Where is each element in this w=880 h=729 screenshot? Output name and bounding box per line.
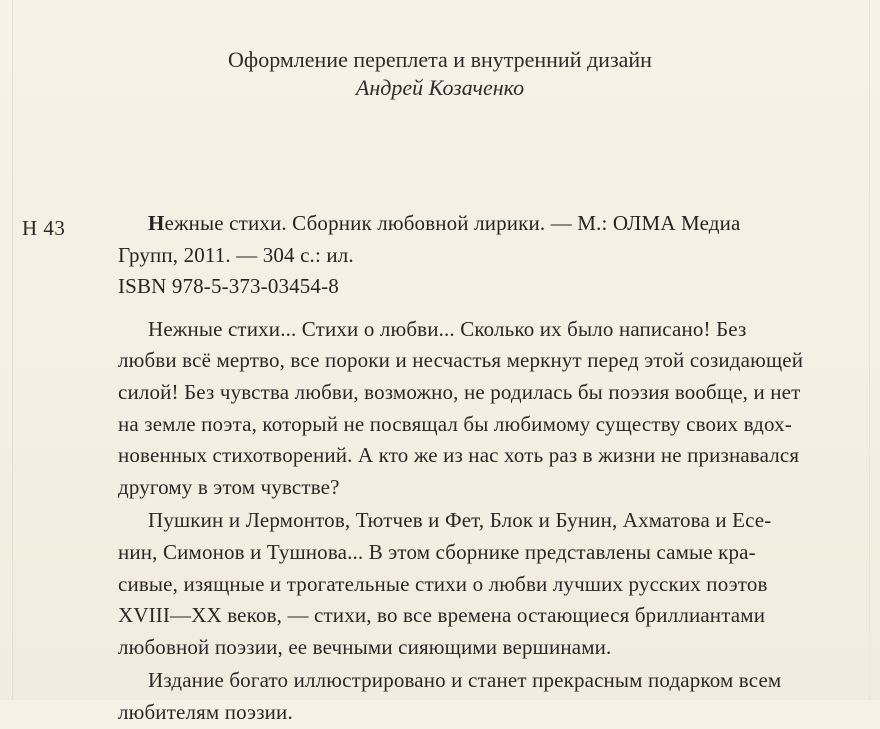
library-index-code: Н 43 (22, 216, 66, 240)
paragraph-3 (118, 665, 838, 728)
text-line: любовной поэзии, ее вечными сияющими вершинами. (118, 634, 612, 659)
text-line: Издание богато иллюстрировано и станет прекрасным подарком всем (148, 668, 782, 693)
text-line: на земле поэта, который не посвящал бы любимому существу своих вдох- (118, 411, 792, 436)
text-line: Нежные стихи... Стихи о любви... Сколько их было написано! Без (148, 316, 747, 341)
biblio-title: ежные стихи. Сборник любовной лирики. — М.: ОЛМА Медиа (164, 211, 741, 235)
text-line: нин, Симонов и Тушнова... В этом сборнике представлены самые кра- (118, 539, 756, 564)
bibliographic-record (118, 208, 838, 303)
main-text (118, 208, 838, 729)
text-line: другому в этом чувстве? (118, 474, 340, 499)
paragraph-1 (118, 314, 838, 504)
text-line: Пушкин и Лермонтов, Тютчев и Фет, Блок и Бунин, Ахматова и Есе- (148, 508, 772, 533)
isbn: ISBN 978-5-373-03454-8 (118, 274, 339, 299)
credits-block (0, 46, 880, 102)
text-line: сивые, изящные и трогательные стихи о любви лучших русских поэтов (118, 571, 768, 596)
title-initial: Н (148, 211, 165, 235)
text-line: силой! Без чувства любви, возможно, не родилась бы поэзия вообще, и нет (118, 379, 801, 404)
designer-name: Андрей Козаченко (355, 75, 525, 100)
biblio-line-2: Групп, 2011. — 304 с.: ил. (118, 242, 354, 267)
biblio-line-1 (118, 208, 838, 240)
paragraph-2 (118, 505, 838, 663)
design-credit: Оформление переплета и внутренний дизайн (228, 47, 652, 72)
text-line: XVIII—XX веков, — стихи, во все времена остающиеся бриллиантами (118, 603, 766, 628)
text-line: любви всё мертво, все пороки и несчастья меркнут перед этой созидающей (118, 348, 804, 373)
text-line: новенных стихотворений. А кто же из нас хоть раз в жизни не признавался (118, 443, 800, 468)
text-line: любителям поэзии. (118, 699, 293, 724)
